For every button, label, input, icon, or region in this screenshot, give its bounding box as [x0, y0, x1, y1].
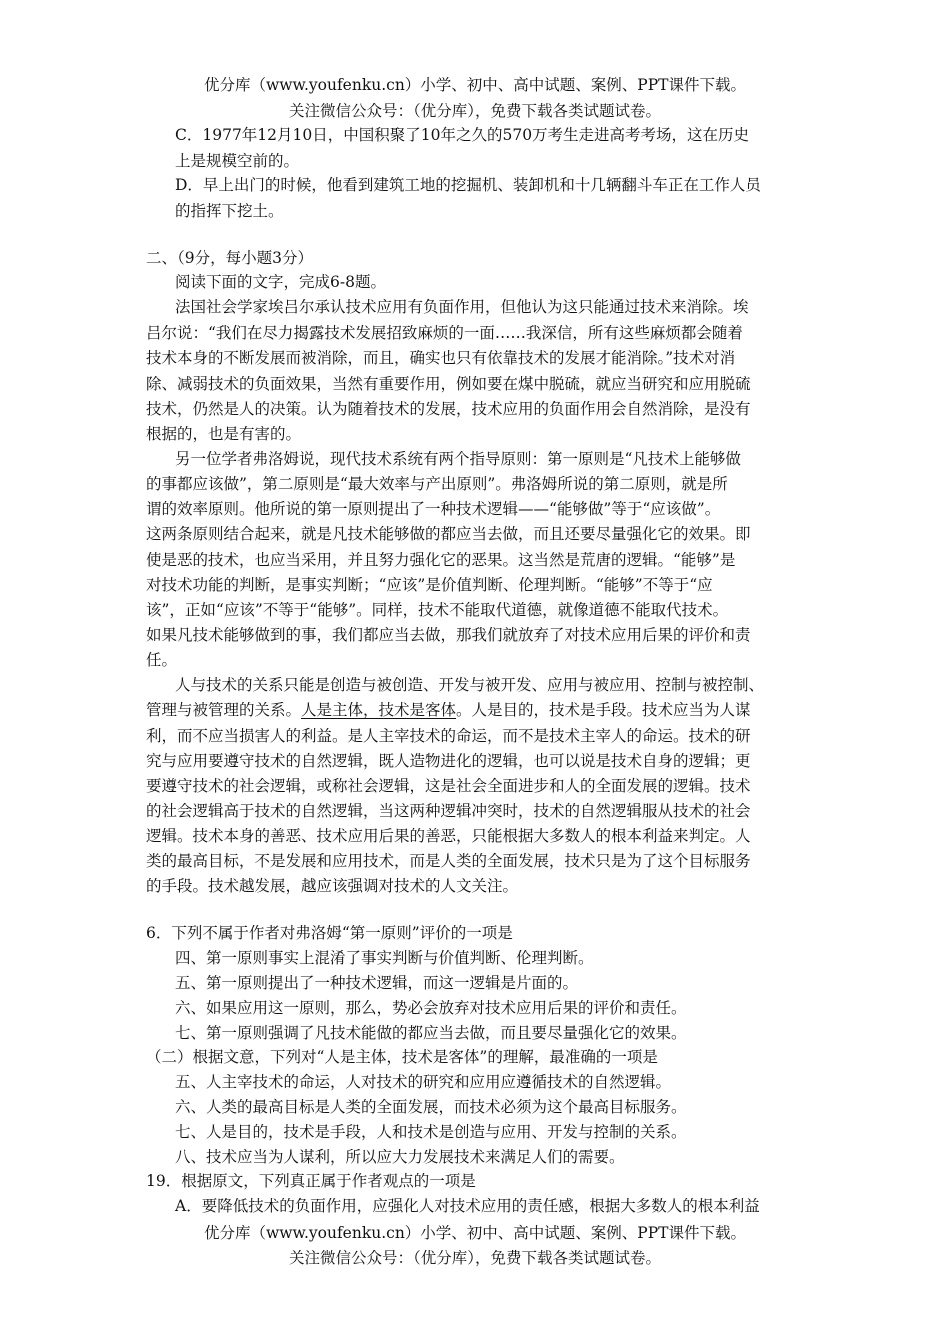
question-7-option: 六、人类的最高目标是人类的全面发展，而技术必须为这个最高目标服务。 [175, 1098, 687, 1116]
passage-p1-line: 法国社会学家埃吕尔承认技术应用有负面作用，但他认为这只能通过技术来消除。埃 [175, 298, 749, 316]
header-line-2: 关注微信公众号：（优分库），免费下载各类试题试卷。 [288, 102, 661, 120]
section-title: 二、（9分，每小题3分） [146, 249, 313, 267]
passage-p1-line: 技术本身的不断发展而被消除，而且，确实也只有依靠技术的发展才能消除。”技术对消 [146, 349, 736, 367]
passage-p2-line: 对技术功能的判断，是事实判断；“应该”是价值判断、伦理判断。“能够”不等于“应 [146, 576, 713, 594]
passage-p2-line: 这两条原则结合起来，就是凡技术能够做的都应当去做，而且还要尽量强化它的效果。即 [146, 525, 751, 543]
option-d-line-1: D．早上出门的时候，他看到建筑工地的挖掘机、装卸机和十几辆翻斗车正在工作人员 [175, 176, 761, 194]
question-19-option-a: A．要降低技术的负面作用，应强化人对技术应用的责任感，根据大多数人的根本利益 [175, 1197, 760, 1215]
passage-p3-line: 要遵守技术的社会逻辑，或称社会逻辑，这是社会全面进步和人的全面发展的逻辑。技术 [146, 777, 751, 795]
passage-p3-line: 究与应用要遵守技术的自然逻辑，既人造物进化的逻辑，也可以说是技术自身的逻辑；更 [146, 752, 751, 770]
question-6-option: 七、第一原则强调了凡技术能做的都应当去做，而且要尽量强化它的效果。 [175, 1024, 687, 1042]
passage-p1-line: 技术，仍然是人的决策。认为随着技术的发展，技术应用的负面作用会自然消除，是没有 [146, 400, 751, 418]
passage-p2-line: 谓的效率原则。他所说的第一原则提出了一种技术逻辑——“能够做”等于“应该做”。 [146, 500, 721, 518]
passage-p3-text: 管理与被管理的关系。 [146, 701, 302, 719]
passage-p3-text: 。人是目的，技术是手段。技术应当为人谋 [456, 701, 751, 719]
passage-p3-line: 逻辑。技术本身的善恶、技术应用后果的善恶，只能根据大多数人的根本利益来判定。人 [146, 827, 751, 845]
passage-p3-line [146, 699, 751, 721]
passage-p2-line: 另一位学者弗洛姆说，现代技术系统有两个指导原则：第一原则是“凡技术上能够做 [175, 450, 741, 468]
question-7-stem: （二）根据文意，下列对“人是主体，技术是客体”的理解，最准确的一项是 [146, 1048, 658, 1066]
header-line-1: 优分库（www.youfenku.cn）小学、初中、高中试题、案例、PPT课件下载。 [203, 76, 747, 94]
passage-p1-line: 吕尔说：“我们在尽力揭露技术发展招致麻烦的一面……我深信，所有这些麻烦都会随着 [146, 324, 743, 342]
option-c-line-2: 上是规模空前的。 [175, 152, 300, 170]
question-6-option: 六、如果应用这一原则，那么，势必会放弃对技术应用后果的评价和责任。 [175, 999, 687, 1017]
question-7-option: 五、人主宰技术的命运，人对技术的研究和应用应遵循技术的自然逻辑。 [175, 1073, 672, 1091]
passage-p2-line: 任。 [146, 651, 178, 669]
option-d-line-2: 的指挥下挖土。 [175, 202, 284, 220]
passage-p3-line: 人与技术的关系只能是创造与被创造、开发与被开发、应用与被应用、控制与被控制、 [175, 676, 765, 694]
question-7-option: 八、技术应当为人谋利，所以应大力发展技术来满足人们的需要。 [175, 1148, 625, 1166]
question-7-option: 七、人是目的，技术是手段，人和技术是创造与应用、开发与控制的关系。 [175, 1123, 687, 1141]
section-instruction: 阅读下面的文字，完成6-8题。 [175, 273, 386, 291]
question-6-stem: 6．下列不属于作者对弗洛姆“第一原则”评价的一项是 [146, 924, 513, 942]
passage-p2-line: 使是恶的技术，也应当采用，并且努力强化它的恶果。这当然是荒唐的逻辑。“能够”是 [146, 551, 736, 569]
footer-line-1: 优分库（www.youfenku.cn）小学、初中、高中试题、案例、PPT课件下载。 [203, 1224, 747, 1242]
question-19-stem: 19．根据原文，下列真正属于作者观点的一项是 [146, 1172, 476, 1190]
underlined-phrase: 人是主体，技术是客体 [301, 701, 457, 719]
passage-p1-line: 除、减弱技术的负面效果，当然有重要作用，例如要在煤中脱硫，就应当研究和应用脱硫 [146, 375, 751, 393]
passage-p1-line: 根据的，也是有害的。 [146, 425, 302, 443]
question-6-option: 五、第一原则提出了一种技术逻辑，而这一逻辑是片面的。 [175, 974, 579, 992]
passage-p3-line: 类的最高目标，不是发展和应用技术，而是人类的全面发展，技术只是为了这个目标服务 [146, 852, 751, 870]
passage-p3-line: 利，而不应当损害人的利益。是人主宰技术的命运，而不是技术主宰人的命运。技术的研 [146, 727, 751, 745]
question-6-option: 四、第一原则事实上混淆了事实判断与价值判断、伦理判断。 [175, 949, 594, 967]
footer-line-2: 关注微信公众号：（优分库），免费下载各类试题试卷。 [288, 1249, 661, 1267]
passage-p3-line: 的社会逻辑高于技术的自然逻辑，当这两种逻辑冲突时，技术的自然逻辑服从技术的社会 [146, 802, 751, 820]
passage-p3-line: 的手段。技术越发展，越应该强调对技术的人文关注。 [146, 877, 519, 895]
passage-p2-line: 如果凡技术能够做到的事，我们都应当去做，那我们就放弃了对技术应用后果的评价和责 [146, 626, 751, 644]
passage-p2-line: 的事都应该做”，第二原则是“最大效率与产出原则”。弗洛姆所说的第二原则，就是所 [146, 475, 728, 493]
passage-p2-line: 该”，正如“应该”不等于“能够”。同样，技术不能取代道德，就像道德不能取代技术。 [146, 601, 729, 619]
option-c-line-1: C．1977年12月10日，中国积聚了10年之久的570万考生走进高考考场，这在历史 [175, 126, 750, 144]
